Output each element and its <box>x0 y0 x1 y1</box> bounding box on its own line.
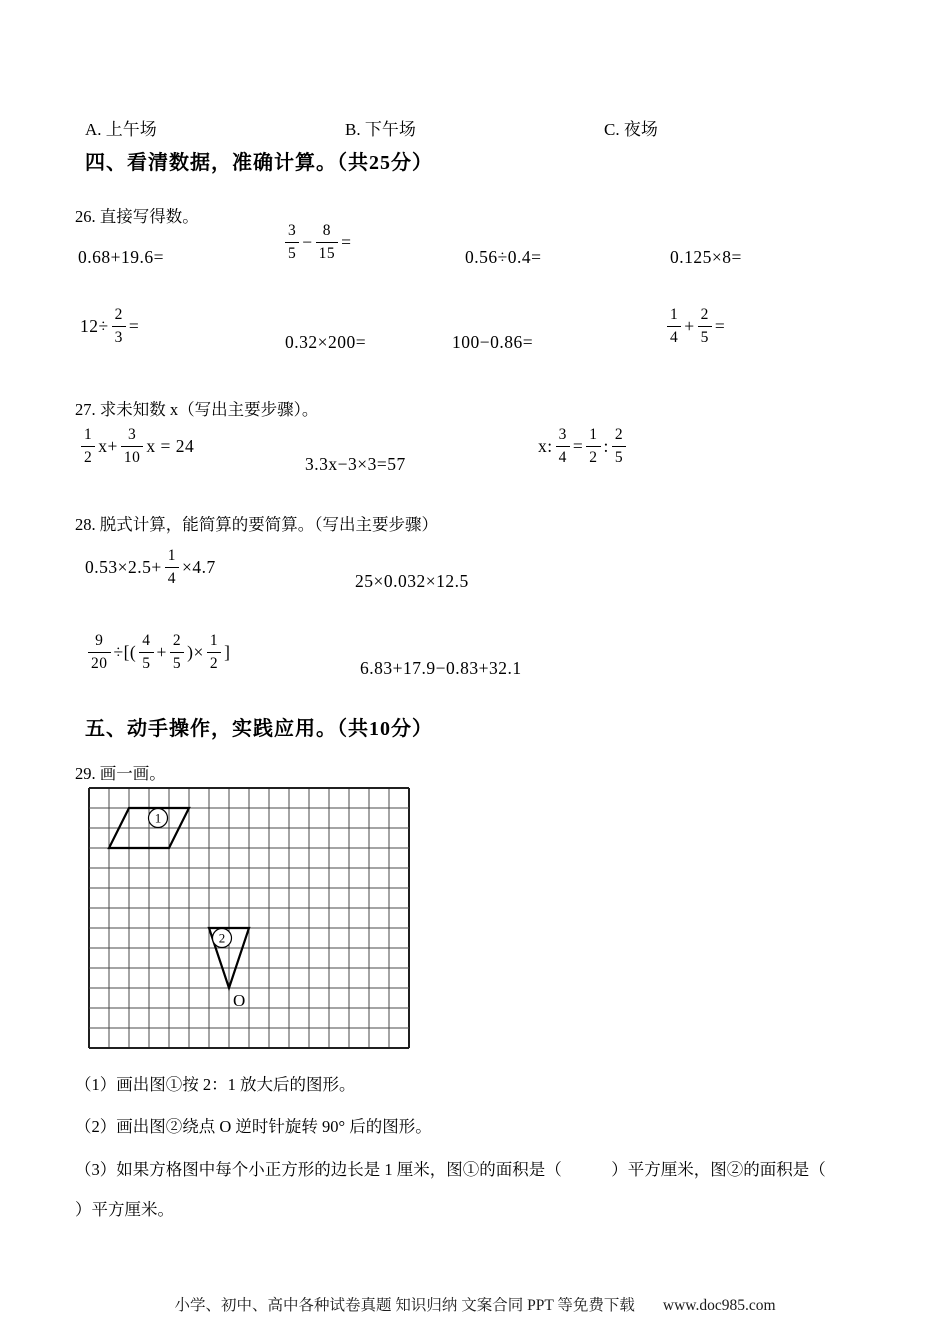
q28-expr-2 <box>355 571 469 592</box>
math-text: ×4.7 <box>182 556 216 577</box>
math-text: 25×0.032×12.5 <box>355 571 469 591</box>
fraction: $\frac{9}{20}$ <box>88 632 111 672</box>
math-text: 0.32×200= <box>285 332 367 352</box>
math-text: = <box>341 231 352 252</box>
q26-expr-6 <box>285 332 366 353</box>
fraction: $\frac{1}{2}$ <box>586 426 600 466</box>
q28-label: 28. 脱式计算，能简算的要简算。（写出主要步骤） <box>75 515 438 534</box>
fraction: $\frac{2}{5}$ <box>170 632 184 672</box>
math-text: = <box>128 315 140 336</box>
sub-question-3: （3）如果方格图中每个小正方形的边长是 1 厘米，图①的面积是（ ）平方厘米，图②的面积是（ <box>75 1160 826 1179</box>
fraction: $\frac{2}{3}$ <box>112 306 126 346</box>
math-text: 12÷ <box>80 315 109 336</box>
q26-expr-8 <box>664 306 725 346</box>
fraction: $\frac{2}{5}$ <box>612 426 626 466</box>
fraction: $\frac{2}{5}$ <box>698 306 712 346</box>
math-text: 6.83+17.9−0.83+32.1 <box>360 658 522 678</box>
q27-expr-3 <box>538 426 629 466</box>
option-a: A. 上午场 <box>85 120 157 139</box>
math-text: + <box>156 641 167 662</box>
q26-expr-1 <box>78 247 164 268</box>
practice-grid <box>87 786 411 1050</box>
math-text: : <box>603 435 609 456</box>
q27-expr-1 <box>78 426 194 466</box>
rotation-point-o-label: O <box>233 991 246 1010</box>
fraction: $\frac{3}{4}$ <box>556 426 570 466</box>
sub-question-1: （1）画出图①按 2：1 放大后的图形。 <box>75 1075 356 1094</box>
q26-expr-4 <box>670 247 742 268</box>
sub-question-2: （2）画出图②绕点 O 逆时针旋转 90° 后的图形。 <box>75 1117 432 1136</box>
math-text: 3.3x−3×3=57 <box>305 454 406 474</box>
math-text: ] <box>224 641 231 662</box>
fraction: $\frac{4}{5}$ <box>139 632 153 672</box>
fraction: $\frac{1}{2}$ <box>81 426 95 466</box>
math-text: = <box>714 315 726 336</box>
sub-question-3-cont: ）平方厘米。 <box>75 1200 174 1219</box>
q26-expr-5 <box>80 306 139 346</box>
option-b: B. 下午场 <box>345 120 416 139</box>
fraction: $\frac{3}{5}$ <box>285 222 299 262</box>
triangle-2-label: 2 <box>218 930 226 946</box>
fraction: $\frac{1}{4}$ <box>165 547 179 587</box>
page-footer <box>0 1293 950 1315</box>
footer-text: 小学、初中、高中各种试卷真题 知识归纳 文案合同 PPT 等免费下载 <box>174 1297 635 1314</box>
parallelogram-1-label: 1 <box>154 810 162 826</box>
fraction: $\frac{8}{15}$ <box>316 222 339 262</box>
fraction: $\frac{1}{2}$ <box>207 632 221 672</box>
math-text: )× <box>187 641 204 662</box>
math-text: 0.125×8= <box>670 247 742 267</box>
fraction: $\frac{1}{4}$ <box>667 306 681 346</box>
fraction: $\frac{3}{10}$ <box>121 426 144 466</box>
math-text: 0.68+19.6= <box>78 247 164 267</box>
math-text: 0.56÷0.4= <box>465 247 542 267</box>
q27-label: 27. 求未知数 x（写出主要步骤）。 <box>75 400 319 419</box>
footer-url: www.doc985.com <box>662 1297 776 1314</box>
math-text: x = 24 <box>146 435 195 456</box>
math-text: x+ <box>98 435 118 456</box>
q26-expr-2 <box>282 222 352 262</box>
math-text: = <box>572 435 584 456</box>
q28-expr-1 <box>85 547 216 587</box>
q27-expr-2 <box>305 454 406 475</box>
math-text: + <box>684 315 695 336</box>
section4-heading: 四、看清数据，准确计算。（共25分） <box>85 152 433 174</box>
q26-label: 26. 直接写得数。 <box>75 207 199 226</box>
q29-label: 29. 画一画。 <box>75 764 166 783</box>
section5-heading: 五、动手操作，实践应用。（共10分） <box>85 718 433 740</box>
q28-expr-4 <box>360 658 522 679</box>
math-text: 0.53×2.5+ <box>85 556 162 577</box>
math-text: ÷[( <box>113 641 137 662</box>
q28-expr-3 <box>85 632 230 672</box>
math-text: x: <box>538 435 553 456</box>
option-c: C. 夜场 <box>604 120 658 139</box>
math-text: − <box>302 231 313 252</box>
q26-expr-3 <box>465 247 541 268</box>
math-text: 100−0.86= <box>452 332 534 352</box>
q26-expr-7 <box>452 332 533 353</box>
